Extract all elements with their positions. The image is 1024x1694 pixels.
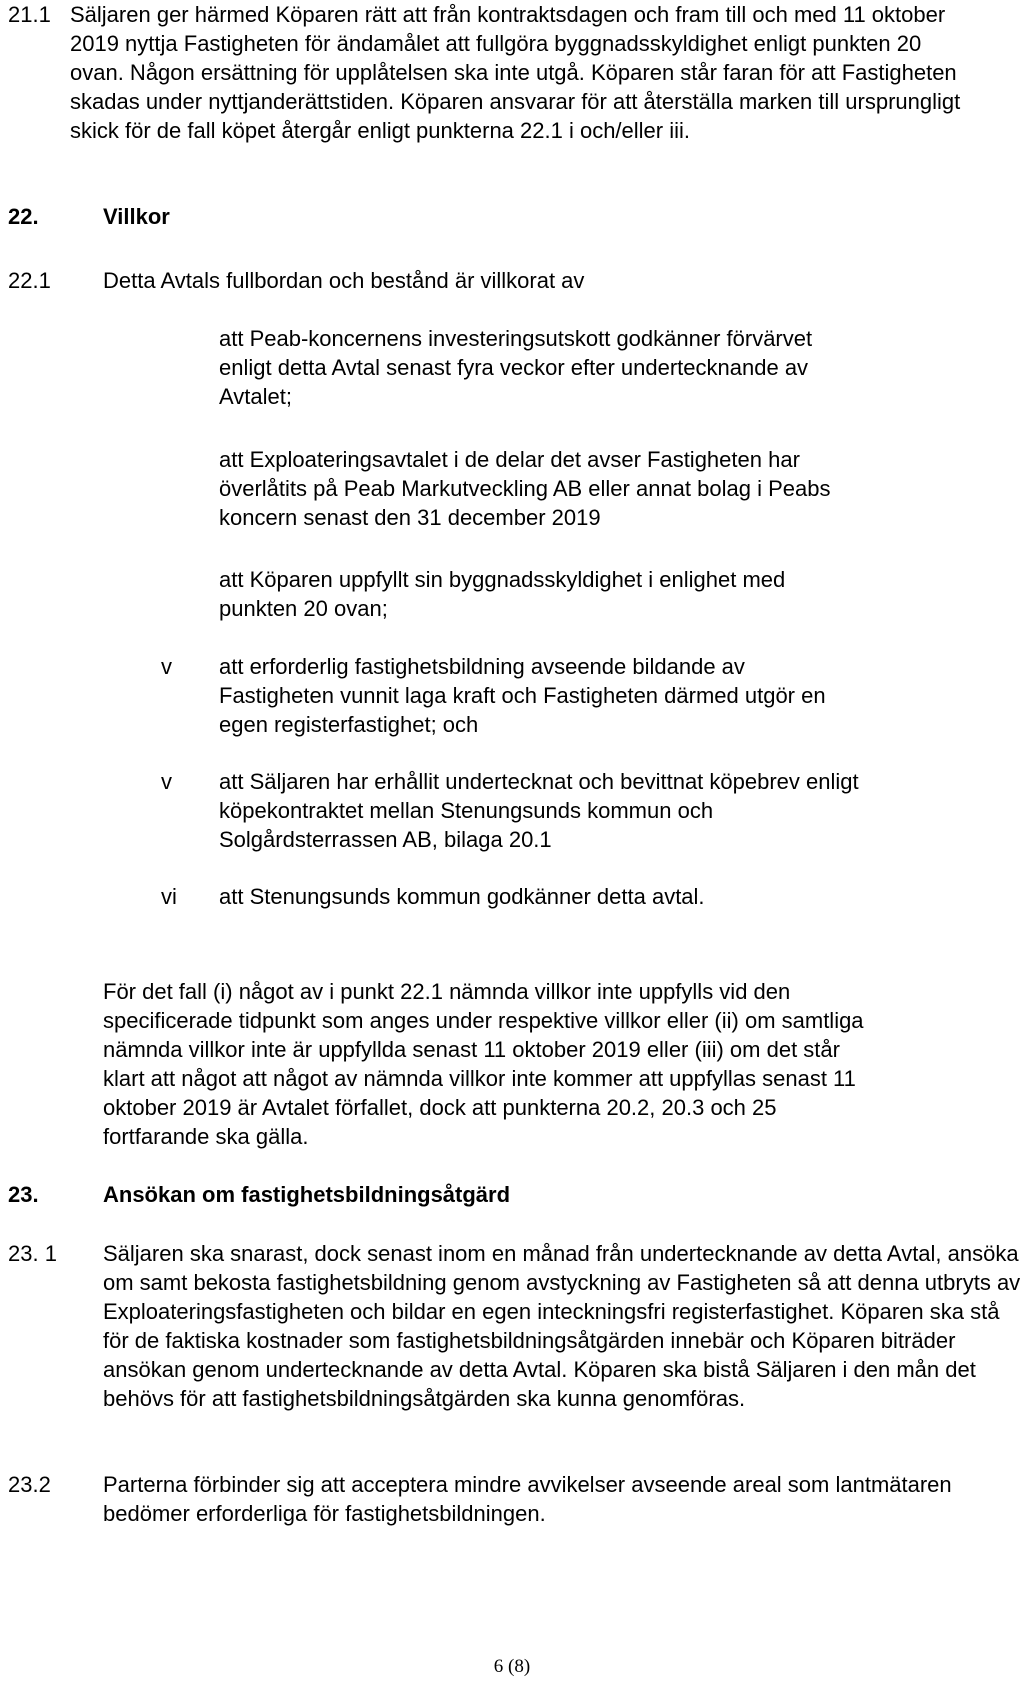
condition-text: att Stenungsunds kommun godkänner detta avtal.: [219, 884, 705, 909]
condition-text: att erforderlig fastighetsbildning avseende bildande av Fastigheten vunnit laga kraft och Fastigheten därmed utgör en egen registerfastighet; och: [219, 654, 826, 737]
section-title: Villkor: [103, 204, 170, 229]
condition-marker: v: [161, 654, 172, 679]
condition-text: att Säljaren har erhållit undertecknat och bevittnat köpebrev enligt köpekontraktet mellan Stenungsunds kommun och Solgårdsterrassen AB, bilaga 20.1: [219, 769, 859, 852]
section-title: Ansökan om fastighetsbildningsåtgärd: [103, 1182, 511, 1207]
section-number: 23.2: [8, 1472, 51, 1497]
section-number: 23.: [8, 1182, 39, 1207]
condition-text: att Peab-koncernens investeringsutskott godkänner förvärvet enligt detta Avtal senast fyra veckor efter undertecknande av Avtalet;: [219, 326, 813, 409]
condition-text: att Köparen uppfyllt sin byggnadsskyldighet i enlighet med punkten 20 ovan;: [219, 567, 786, 621]
section-text: Säljaren ger härmed Köparen rätt att från kontraktsdagen och fram till och med 11 oktober 2019 nyttja Fastigheten för ändamålet att fullgöra byggnadsskyldighet enligt punkten 20 ovan. Någon ersättning för upplåtelsen ska inte utgå. Köparen står faran för att Fastigheten skadas under nyttjanderättstiden. Köparen ansvarar för att återställa marken till ursprungligt skick för de fall köpet återgår enligt punkterna 22.1 i och/eller iii.: [70, 2, 961, 143]
section-number: 23. 1: [8, 1241, 57, 1266]
page-number: 6 (8): [493, 1656, 531, 1677]
condition-marker: vi: [161, 884, 177, 909]
section-number: 22.: [8, 204, 39, 229]
section-text: Parterna förbinder sig att acceptera mindre avvikelser avseende areal som lantmätaren bedömer erforderliga för fastighetsbildningen.: [103, 1472, 952, 1526]
section-intro: Detta Avtals fullbordan och bestånd är villkorat av: [103, 268, 585, 293]
section-closing: För det fall (i) något av i punkt 22.1 nämnda villkor inte uppfylls vid den specificerade tidpunkt som anges under respektive villkor eller (ii) om samtliga nämnda villkor inte är uppfyllda senast 11 oktober 2019 eller (iii) om det står klart att något att något av nämnda villkor inte kommer att uppfyllas senast 11 oktober 2019 är Avtalet förfallet, dock att punkterna 20.2, 20.3 och 25 fortfarande ska gälla.: [103, 979, 864, 1149]
condition-text: att Exploateringsavtalet i de delar det avser Fastigheten har överlåtits på Peab Markutveckling AB eller annat bolag i Peabs koncern senast den 31 december 2019: [219, 447, 831, 530]
section-number: 22.1: [8, 268, 51, 293]
section-text: Säljaren ska snarast, dock senast inom en månad från undertecknande av detta Avtal, ansöka om samt bekosta fastighetsbildning genom avstyckning av Fastigheten så att denna utbryts av Exploateringsfastigheten och bildar en egen inteckningsfri registerfastighet. Köparen ska stå för de faktiska kostnader som fastighetsbildningsåtgärden innebär och Köparen biträder ansökan genom undertecknande av detta Avtal. Köparen ska bistå Säljaren i den mån det behövs för att fastighetsbildningsåtgärden ska kunna genomföras.: [103, 1241, 1021, 1411]
section-number: 21.1: [8, 2, 51, 27]
condition-marker: v: [161, 769, 172, 794]
